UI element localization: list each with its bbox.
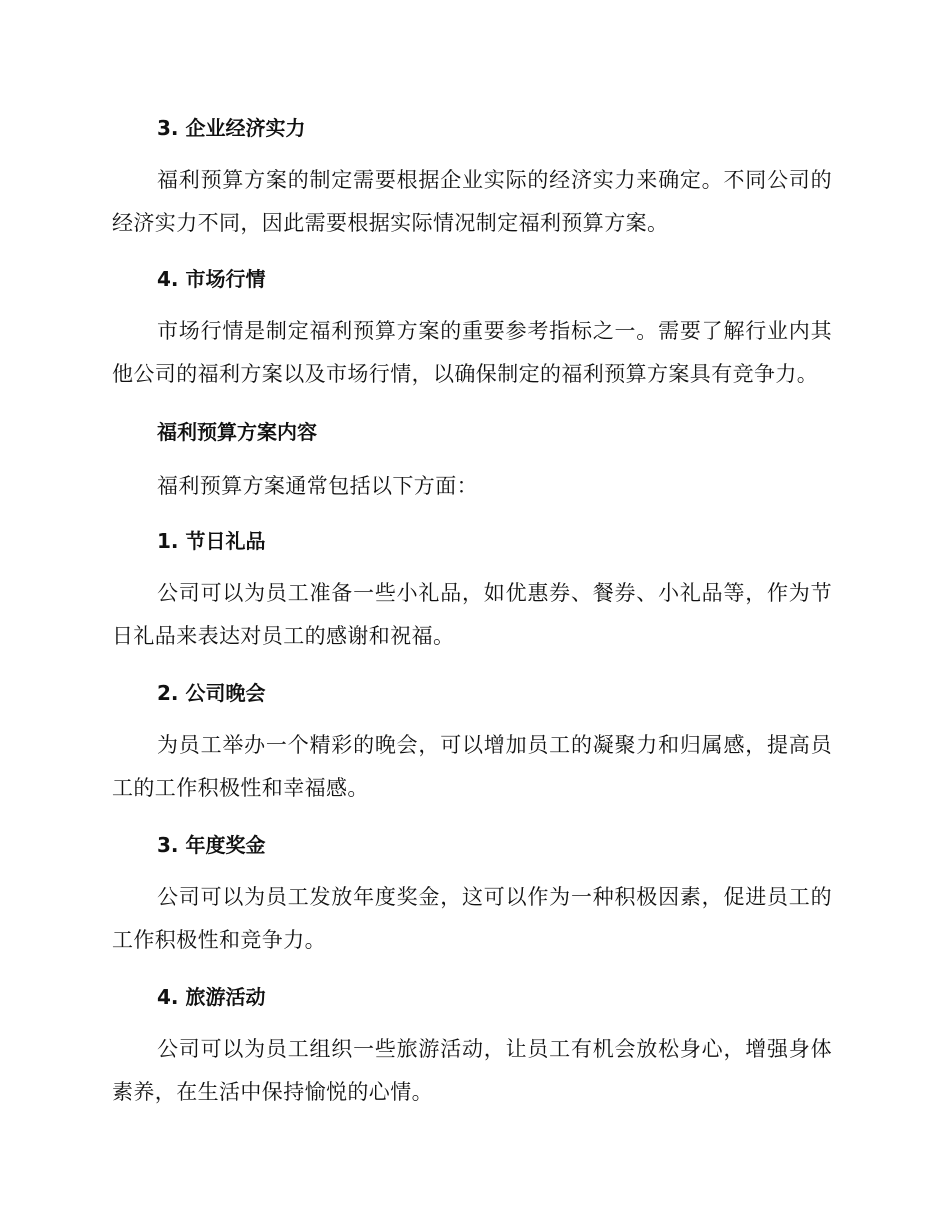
section-heading-holiday-gifts: 1. 节日礼品 [157, 529, 266, 553]
paragraph-company-party: 为员工举办一个精彩的晚会，可以增加员工的凝聚力和归属感，提高员工的工作积极性和幸福感。 [112, 733, 832, 800]
section-heading-annual-bonus: 3. 年度奖金 [157, 833, 266, 857]
section-heading-market: 4. 市场行情 [157, 267, 266, 291]
paragraph-economic-strength: 福利预算方案的制定需要根据企业实际的经济实力来确定。不同公司的经济实力不同，因此需要根据实际情况制定福利预算方案。 [112, 168, 832, 235]
paragraph-market: 市场行情是制定福利预算方案的重要参考指标之一。需要了解行业内其他公司的福利方案以及市场行情，以确保制定的福利预算方案具有竞争力。 [112, 319, 832, 386]
paragraph-annual-bonus: 公司可以为员工发放年度奖金，这可以作为一种积极因素，促进员工的工作积极性和竞争力。 [112, 885, 832, 952]
section-heading-travel: 4. 旅游活动 [157, 985, 266, 1009]
paragraph-budget-intro: 福利预算方案通常包括以下方面： [157, 474, 478, 498]
section-heading-budget-content: 福利预算方案内容 [157, 420, 317, 444]
paragraph-holiday-gifts: 公司可以为员工准备一些小礼品，如优惠券、餐券、小礼品等，作为节日礼品来表达对员工的感谢和祝福。 [112, 581, 832, 648]
section-heading-company-party: 2. 公司晚会 [157, 681, 266, 705]
paragraph-travel: 公司可以为员工组织一些旅游活动，让员工有机会放松身心，增强身体素养，在生活中保持愉悦的心情。 [112, 1037, 832, 1104]
section-heading-economic-strength: 3. 企业经济实力 [157, 116, 306, 140]
